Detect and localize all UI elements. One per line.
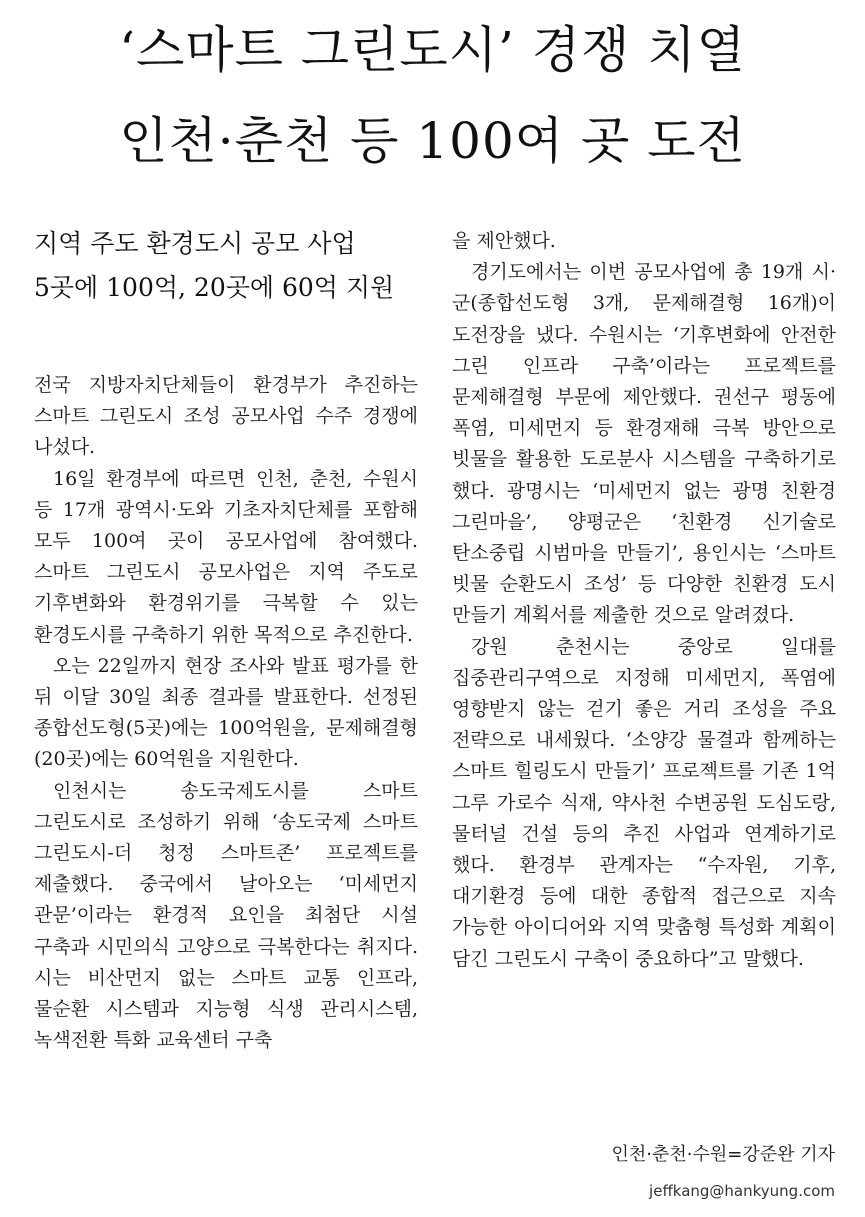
reporter-email[interactable]: jeffkang@hankyung.com	[649, 1182, 835, 1200]
article-paragraph: 오는 22일까지 현장 조사와 발표 평가를 한 뒤 이달 30일 최종 결과를 발표한다. 선정된 종합선도형(5곳)에는 100억원을, 문제해결형(20곳)에는 60억원을 지원한다.	[34, 654, 418, 771]
article-paragraph: 인천시는 송도국제도시를 스마트 그린도시로 조성하기 위해 ‘송도국제 스마트 그린도시-더 청정 스마트존’ 프로젝트를 제출했다. 중국에서 날아오는 ‘미세먼지 관문’이라는 환경적 요인을 최첨단 시설 구축과 시민의식 고양으로 극복한다는 취지다. 시는 비산먼지 없는 스마트 교통 인프라, 물순환 시스템과 지능형 식생 관리시스템, 녹색전환 특화 교육센터 구축	[34, 779, 418, 1052]
article-column-right	[452, 226, 836, 975]
article-paragraph: 16일 환경부에 따르면 인천, 춘천, 수원시 등 17개 광역시·도와 기초자치단체를 포함해 모두 100여 곳이 공모사업에 참여했다. 스마트 그린도시 공모사업은 지역 주도로 기후변화와 환경위기를 극복할 수 있는 환경도시를 구축하기 위한 목적으로 추진한다.	[34, 467, 418, 646]
article-paragraph: 강원 춘천시는 중앙로 일대를 집중관리구역으로 지정해 미세먼지, 폭염에 영향받지 않는 걷기 좋은 거리 조성을 주요 전략으로 내세웠다. ‘소양강 물결과 함께하는 스마트 힐링도시 만들기’ 프로젝트를 기존 1억 그루 가로수 식재, 약사천 수변공원 도심도랑, 물터널 건설 등의 추진 사업과 연계하기로 했다. 환경부 관계자는 “수자원, 기후, 대기환경 등에 대한 종합적 접근으로 지속 가능한 아이디어와 지역 맞춤형 특성화 계획이 담긴 그린도시 구축이 중요하다”고 말했다.	[452, 635, 836, 970]
reporter-byline: 인천·춘천·수원=강준완 기자	[611, 1144, 835, 1165]
article-paragraph-continued: 을 제안했다.	[452, 230, 556, 252]
article-column-left	[34, 370, 418, 1056]
subheadline-line-2: 5곳에 100억, 20곳에 60억 지원	[34, 273, 395, 302]
headline-line-2: 인천·춘천 등 100여 곳 도전	[119, 112, 746, 170]
subheadline-line-1: 지역 주도 환경도시 공모 사업	[34, 229, 356, 258]
article-paragraph: 전국 지방자치단체들이 환경부가 추진하는 스마트 그린도시 조성 공모사업 수주 경쟁에 나섰다.	[34, 374, 418, 459]
article-paragraph: 경기도에서는 이번 공모사업에 총 19개 시·군(종합선도형 3개, 문제해결형 16개)이 도전장을 냈다. 수원시는 ‘기후변화에 안전한 그린 인프라 구축’이라는 프로젝트를 문제해결형 부문에 제안했다. 권선구 평동에 폭염, 미세먼지 등 환경재해 극복 방안으로 빗물을 활용한 도로분사 시스템을 구축하기로 했다. 광명시는 ‘미세먼지 없는 광명 친환경 그린마을’, 양평군은 ‘친환경 신기술로 탄소중립 시범마을 만들기’, 용인시는 ‘스마트 빗물 순환도시 조성’ 등 다양한 친환경 도시 만들기 계획서를 제출한 것으로 알려졌다.	[452, 261, 836, 627]
headline-line-1: ‘스마트 그린도시’ 경쟁 치열	[119, 21, 746, 79]
